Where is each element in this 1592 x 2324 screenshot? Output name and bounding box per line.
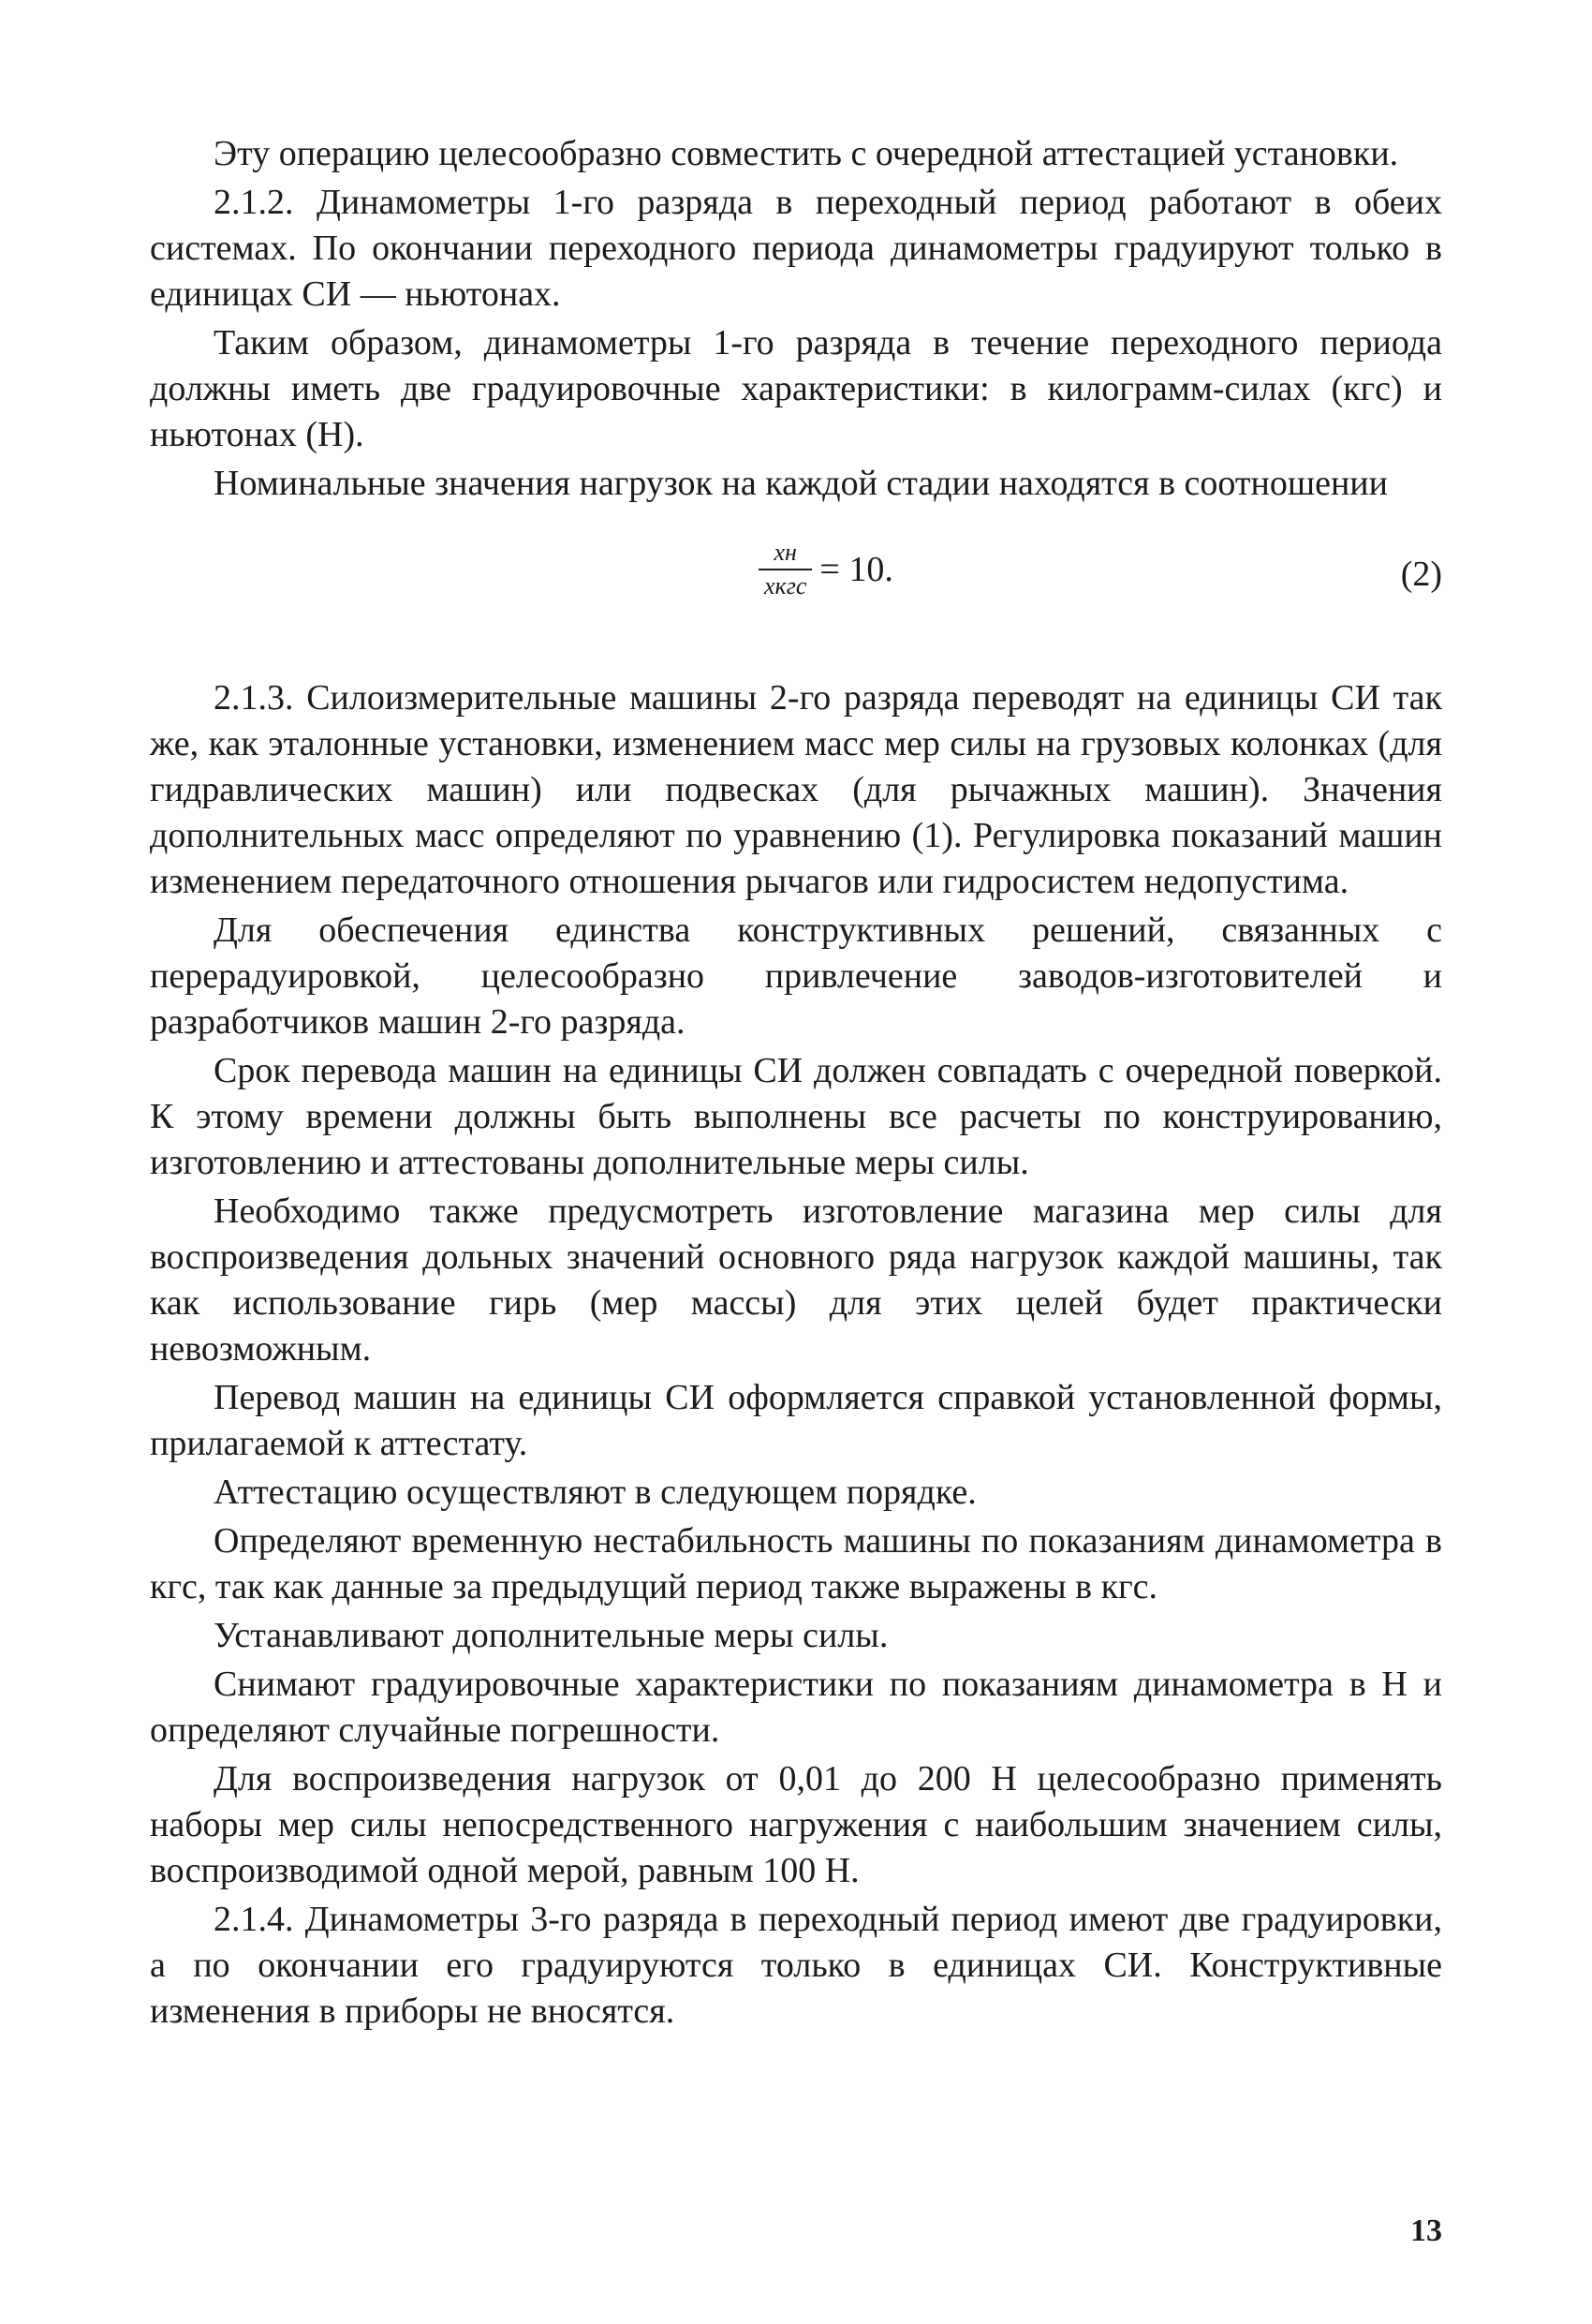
paragraph-7: Срок перевода машин на единицы СИ должен совпадать с очередной поверкой. К этому времени должны быть выполнены все расчеты по конструированию, изготовлению и аттестованы дополнительные меры силы. bbox=[150, 1051, 1442, 1182]
paragraph-15: 2.1.4. Динамометры 3-го разряда в переходный период имеют две градуировки, а по окончании его градуируются только в единицах СИ. Конструктивные изменения в приборы не вносятся. bbox=[150, 1900, 1442, 2031]
paragraph-13: Снимают градуировочные характеристики по показаниям динамометра в Н и определяют случайные погрешности. bbox=[150, 1665, 1442, 1750]
paragraph-2: 2.1.2. Динамометры 1-го разряда в переходный период работают в обеих системах. По окончании переходного периода динамометры градуируют только в единицах СИ — ньютонах. bbox=[150, 183, 1442, 314]
formula-2 bbox=[150, 527, 1442, 668]
paragraph-11: Определяют временную нестабильность машины по показаниям динамометра в кгс, так как данные за предыдущий период также выражены в кгс. bbox=[150, 1521, 1442, 1606]
fraction-bar bbox=[759, 569, 812, 570]
equation-number: (2) bbox=[1400, 555, 1442, 594]
paragraph-14: Для воспроизведения нагрузок от 0,01 до 200 Н целесообразно применять наборы мер силы непосредственного нагружения с наибольшим значением силы, воспроизводимой одной мерой, равным 100 Н. bbox=[150, 1759, 1442, 1890]
formula-numerator: xн bbox=[774, 539, 797, 566]
paragraph-4: Номинальные значения нагрузок на каждой стадии находятся в соотношении bbox=[214, 464, 1388, 503]
formula-rhs: = 10. bbox=[819, 549, 893, 589]
paragraph-1: Эту операцию целесообразно совместить с очередной аттестацией установки. bbox=[214, 134, 1399, 173]
formula-fraction bbox=[759, 539, 893, 600]
page-number: 13 bbox=[1410, 2213, 1442, 2248]
formula-denominator: xкгс bbox=[764, 572, 807, 600]
document-page bbox=[150, 131, 1442, 2037]
paragraph-10: Аттестацию осуществляют в следующем порядке. bbox=[214, 1473, 977, 1512]
fraction bbox=[759, 539, 812, 600]
paragraph-9: Перевод машин на единицы СИ оформляется справкой установленной формы, прилагаемой к аттестату. bbox=[150, 1378, 1442, 1463]
paragraph-3: Таким образом, динамометры 1-го разряда в течение переходного периода должны иметь две градуировочные характеристики: в килограмм-силах (кгс) и ньютонах (Н). bbox=[150, 323, 1442, 454]
paragraph-6: Для обеспечения единства конструктивных решений, связанных с перерадуировкой, целесообразно привлечение заводов-изготовителей и разработчиков машин 2-го разряда. bbox=[150, 910, 1442, 1042]
paragraph-8: Необходимо также предусмотреть изготовление магазина мер силы для воспроизведения дольных значений основного ряда нагрузок каждой машины, так как использование гирь (мер массы) для этих целей будет практически невозможным. bbox=[150, 1192, 1442, 1369]
paragraph-12: Устанавливают дополнительные меры силы. bbox=[214, 1616, 889, 1655]
paragraph-5: 2.1.3. Силоизмерительные машины 2-го разряда переводят на единицы СИ так же, как эталонные установки, изменением масс мер силы на грузовых колонках (для гидравлических машин) или подвесках (для рычажных машин). Значения дополнительных масс определяют по уравнению (1). Регулировка показаний машин изменением передаточного отношения рычагов или гидросистем недопустима. bbox=[150, 678, 1442, 901]
